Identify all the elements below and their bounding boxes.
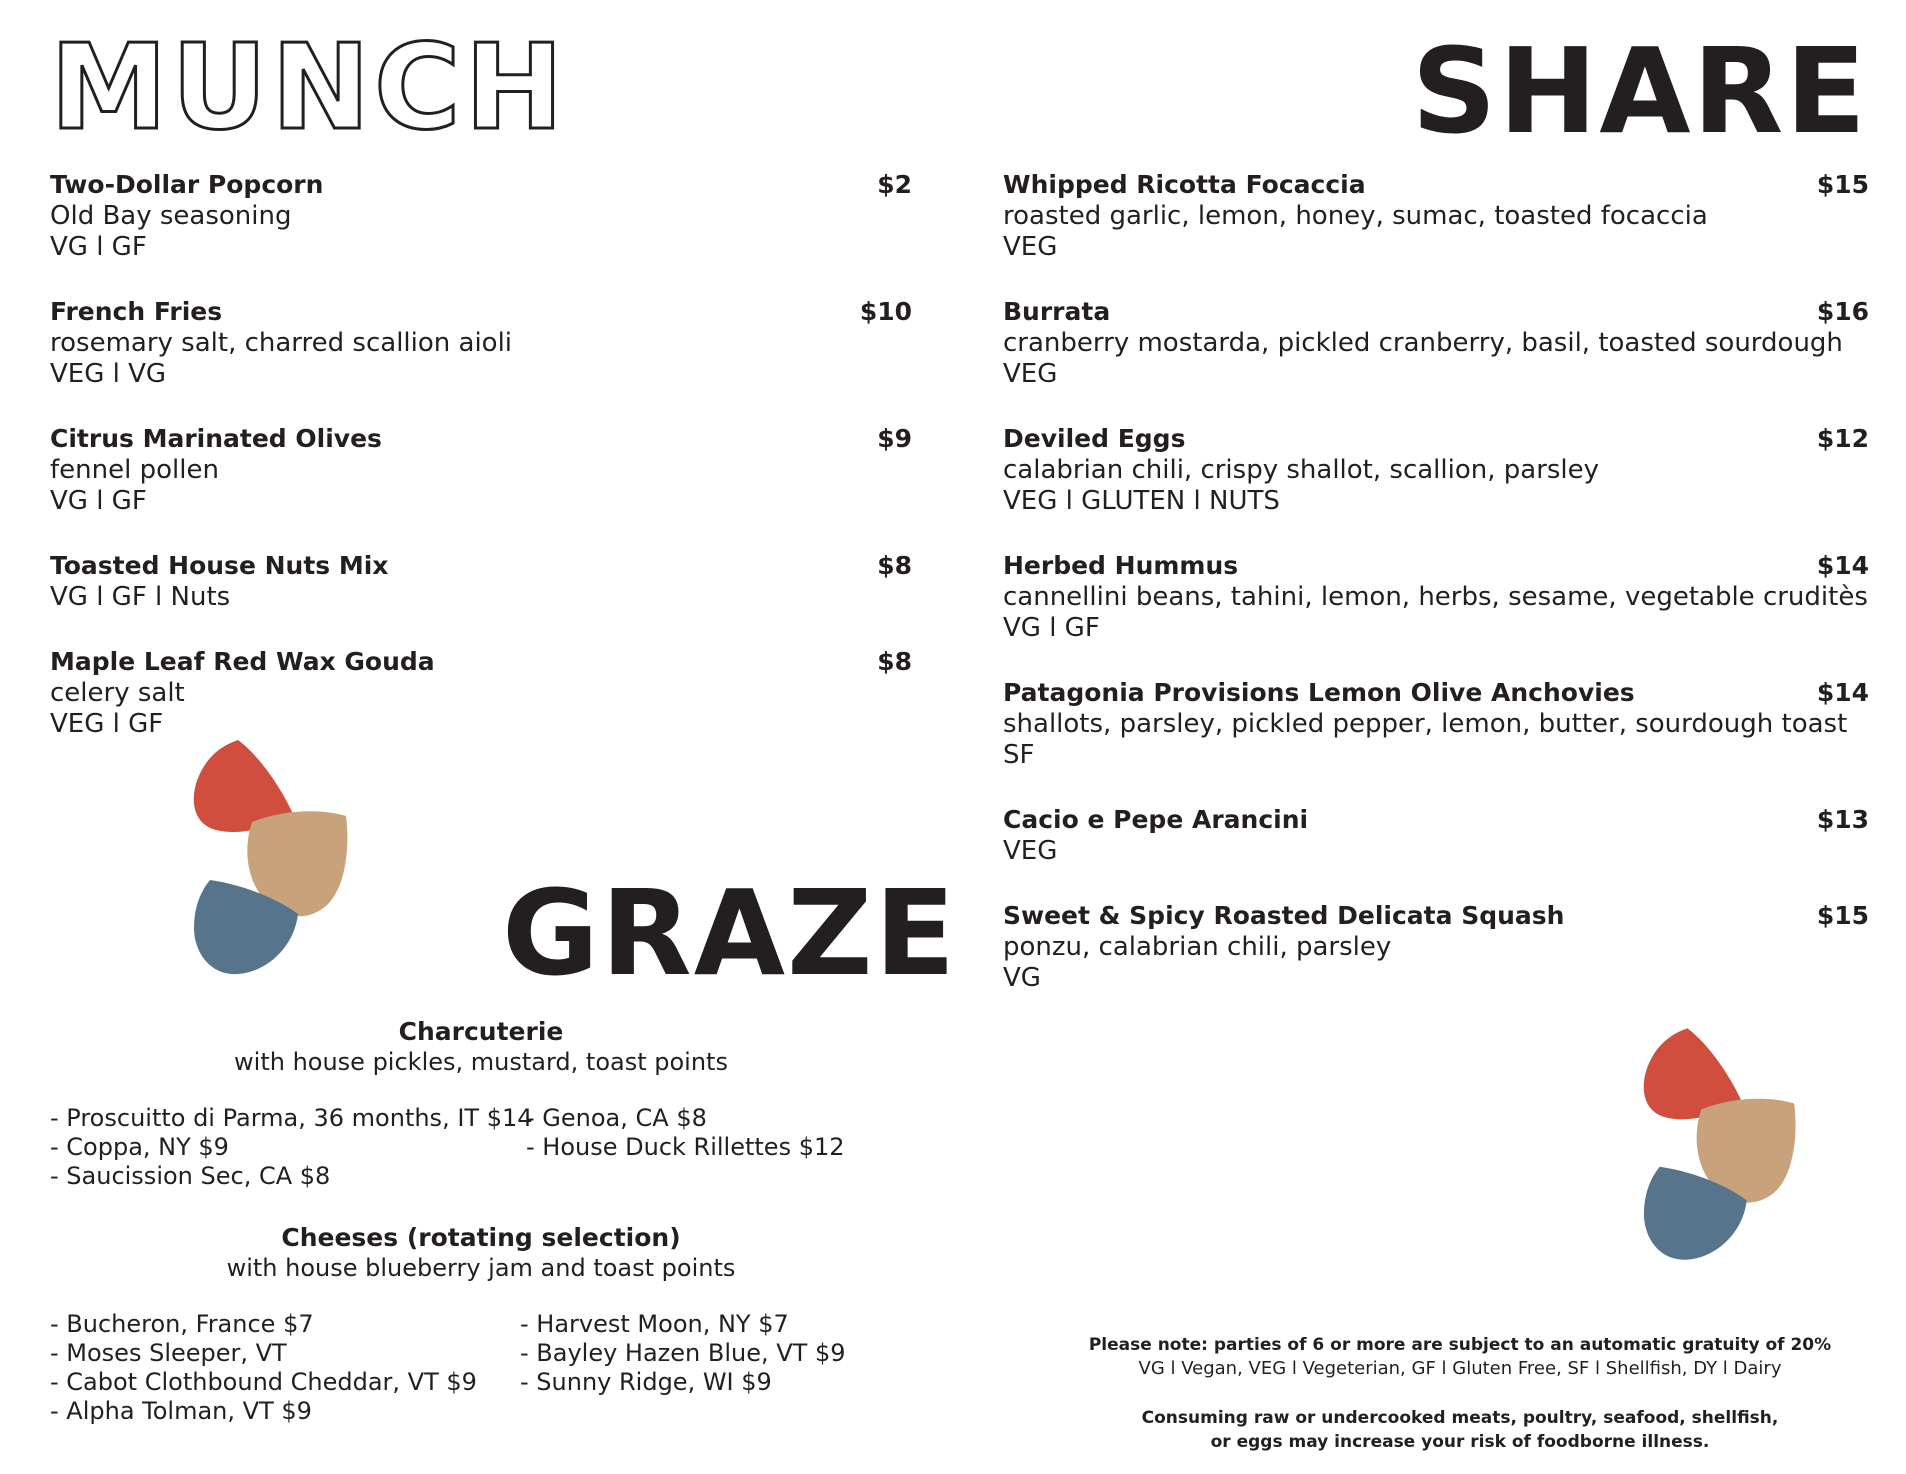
decorative-pebbles-icon [1640,1026,1808,1262]
cheeses-heading: Cheeses (rotating selection) [281,1223,681,1252]
item-price: $13 [1816,805,1869,834]
list-item: - Harvest Moon, NY $7 [520,1310,789,1338]
item-description: rosemary salt, charred scallion aioli [50,328,513,358]
item-tags: VG [1003,963,1041,993]
menu-item [50,549,912,613]
item-name: Maple Leaf Red Wax Gouda [50,647,435,676]
decorative-pebbles-icon [190,738,360,976]
item-price: $10 [859,297,912,326]
item-name: Whipped Ricotta Focaccia [1003,170,1366,199]
raw-food-warning [1050,1406,1870,1454]
item-description: cranberry mostarda, pickled cranberry, basil, toasted sourdough [1003,328,1843,358]
item-description: cannellini beans, tahini, lemon, herbs, sesame, vegetable cruditès [1003,582,1868,612]
item-tags: VG l GF [1003,613,1100,643]
item-name: Burrata [1003,297,1111,326]
item-description: fennel pollen [50,455,219,485]
list-item: - Proscuitto di Parma, 36 months, IT $14 [50,1104,533,1132]
menu-item [1003,295,1869,390]
item-name: Two-Dollar Popcorn [50,170,324,199]
item-name: Citrus Marinated Olives [50,424,382,453]
raw-warning-line: or eggs may increase your risk of foodborne illness. [1210,1432,1710,1452]
share-title: SHARE [1411,22,1868,160]
item-description: celery salt [50,678,185,708]
item-price: $15 [1816,901,1869,930]
cheeses-header [50,1222,912,1283]
menu-item [1003,676,1869,771]
menu-item [1003,168,1869,263]
item-description: Old Bay seasoning [50,201,292,231]
charcuterie-heading: Charcuterie [398,1017,564,1046]
item-price: $15 [1816,170,1869,199]
item-price: $14 [1816,551,1869,580]
munch-title: MUNCH [50,18,568,156]
item-name: Sweet & Spicy Roasted Delicata Squash [1003,901,1565,930]
item-price: $12 [1816,424,1869,453]
list-item: - Saucission Sec, CA $8 [50,1162,331,1190]
item-price: $8 [877,551,912,580]
item-description: shallots, parsley, pickled pepper, lemon, butter, sourdough toast [1003,709,1848,739]
charcuterie-header [50,1016,912,1077]
item-description: roasted garlic, lemon, honey, sumac, toasted focaccia [1003,201,1708,231]
list-item: - Bucheron, France $7 [50,1310,314,1338]
item-name: Herbed Hummus [1003,551,1239,580]
gratuity-note: Please note: parties of 6 or more are subject to an automatic gratuity of 20% [1088,1335,1832,1355]
menu-item [1003,549,1869,644]
item-description: calabrian chili, crispy shallot, scallion, parsley [1003,455,1600,485]
menu-item [50,422,912,517]
list-item: - Genoa, CA $8 [526,1104,707,1132]
item-name: French Fries [50,297,223,326]
item-tags: VG l GF [50,232,147,262]
item-name: Toasted House Nuts Mix [50,551,389,580]
item-price: $14 [1816,678,1869,707]
menu-item [50,168,912,263]
item-tags: SF [1003,740,1035,770]
cheeses-subheading: with house blueberry jam and toast points [226,1254,736,1282]
item-name: Deviled Eggs [1003,424,1186,453]
item-tags: VEG l GLUTEN l NUTS [1003,486,1280,516]
list-item: - House Duck Rillettes $12 [526,1133,845,1161]
item-tags: VEG l GF [50,709,164,739]
item-description: VEG [1003,836,1058,866]
menu-item [1003,422,1869,517]
munch-list [50,168,912,772]
item-description: ponzu, calabrian chili, parsley [1003,932,1392,962]
item-tags: VEG [1003,359,1058,389]
dietary-legend: VG l Vegan, VEG l Vegeterian, GF l Gluten Free, SF l Shellfish, DY l Dairy [1138,1358,1782,1379]
item-description: VG l GF l Nuts [50,582,231,612]
menu-item [50,645,912,740]
menu-item [1003,899,1869,994]
charcuterie-subheading: with house pickles, mustard, toast points [234,1048,728,1076]
item-name: Patagonia Provisions Lemon Olive Anchovies [1003,678,1635,707]
raw-warning-line: Consuming raw or undercooked meats, poultry, seafood, shellfish, [1141,1408,1779,1428]
item-tags: VG l GF [50,486,147,516]
list-item: - Cabot Clothbound Cheddar, VT $9 [50,1368,477,1396]
list-item: - Sunny Ridge, WI $9 [520,1368,772,1396]
item-price: $2 [877,170,912,199]
item-name: Cacio e Pepe Arancini [1003,805,1309,834]
menu-item [50,295,912,390]
list-item: - Moses Sleeper, VT [50,1339,287,1367]
menu-item [1003,803,1869,867]
list-item: - Coppa, NY $9 [50,1133,229,1161]
item-price: $16 [1816,297,1869,326]
share-list [1003,168,1869,1026]
list-item: - Alpha Tolman, VT $9 [50,1397,312,1425]
item-tags: VEG [1003,232,1058,262]
item-tags: VEG l VG [50,359,167,389]
graze-title: GRAZE [502,864,958,1002]
item-price: $8 [877,647,912,676]
item-price: $9 [877,424,912,453]
list-item: - Bayley Hazen Blue, VT $9 [520,1339,846,1367]
